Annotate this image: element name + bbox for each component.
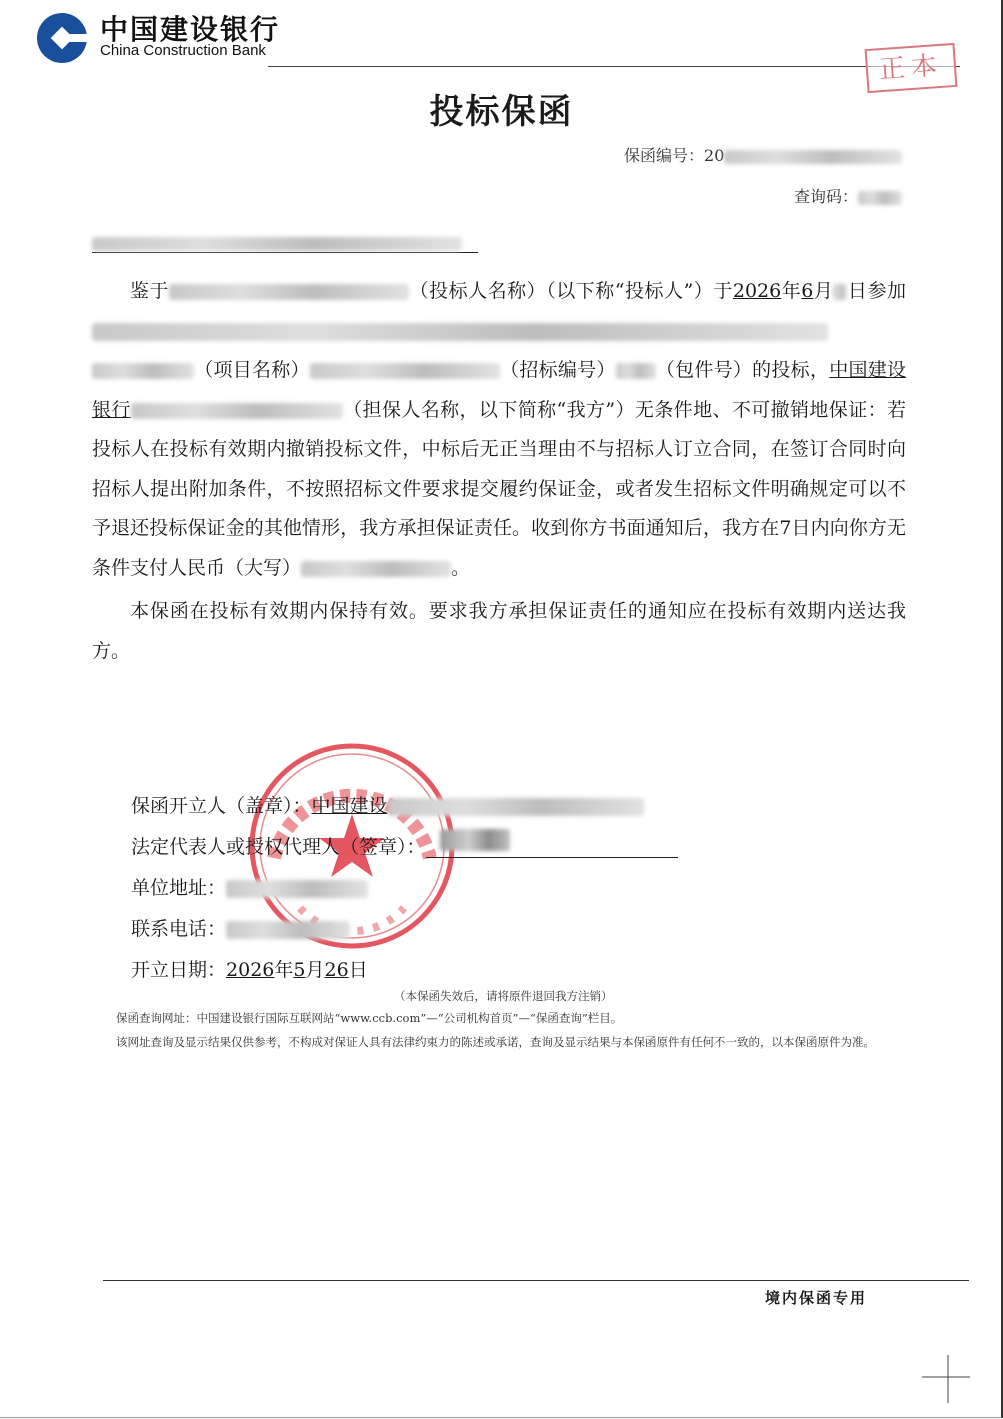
query-site-note: 保函查询网址：中国建设银行国际互联网站“www.ccb.com”—“公司机构首页”—“保函查询”栏目。 (116, 1011, 623, 1025)
beneficiary-line (92, 230, 478, 253)
redacted-issuer (388, 798, 644, 816)
signature-block (131, 786, 678, 991)
issuer-value: 中国建设 (311, 795, 388, 817)
header-rule (268, 66, 960, 67)
guarantee-body (92, 272, 906, 671)
redacted-phone (226, 921, 350, 939)
redacted-tender-number (310, 363, 500, 379)
body-paragraph-1: 鉴于 （投标人名称）（以下称“投标人”）于2026年6月 日参加（项目名称） （招标编号） （包件号）的投标，中国建设银行 （担保人名称，以下简称“我方”）无条件地、不可撤销地保证：若投标人在投标有效期内撤销投标文件，中标后无正当理由不与招标人订立合同，在签订合同时向招标人提出附加条件，不按照招标文件要求提交履约保证金，或者发生招标文件明确规定可以不予退还投标保证金的其他情形，我方承担保证责任。收到你方书面通知后，我方在7日内向你方无条件支付人民币（大写） 。 (92, 280, 906, 579)
redacted-project-name-2 (92, 363, 194, 379)
bank-name-cn: 中国建设银行 (100, 13, 281, 46)
crop-mark-icon (922, 1355, 970, 1403)
redacted-amount (301, 561, 451, 577)
guarantee-number (624, 143, 902, 166)
redacted-beneficiary (92, 237, 462, 251)
redacted-day (833, 284, 847, 300)
document-title: 投标保函 (429, 92, 574, 132)
ccb-logo-icon (36, 12, 88, 64)
guarantee-number-prefix: 20 (704, 146, 725, 165)
footer-rule (103, 1280, 969, 1281)
redacted-guarantor-branch (131, 403, 343, 419)
redacted-query-code (858, 191, 902, 205)
representative-line: 法定代表人或授权代理人（签章）： (131, 827, 678, 868)
redacted-address (226, 880, 368, 898)
query-code (794, 184, 902, 207)
bank-name-en: China Construction Bank (100, 42, 266, 59)
return-note: （本保函失效后，请将原件退回我方注销） (394, 989, 613, 1003)
redacted-signature (440, 829, 510, 851)
original-stamp: 正本 (865, 43, 958, 93)
redacted-package-number (616, 363, 656, 379)
query-code-label: 查询码： (794, 187, 859, 206)
address-line: 单位地址： (131, 868, 678, 909)
disclaimer-note: 该网址查询及显示结果仅供参考，不构成对保证人具有法律约束力的陈述或承诺，查询及显示结果与本保函原件有任何不一致的，以本保函原件为准。 (116, 1035, 875, 1049)
issue-date-line: 开立日期： 2026 年 5 月 26 日 (131, 959, 368, 981)
guarantee-number-label: 保函编号： (624, 146, 705, 165)
footer-label: 境内保函专用 (765, 1289, 868, 1307)
redacted-bidder-name (169, 284, 409, 300)
redacted-project-name-1 (92, 323, 828, 341)
representative-signature (426, 837, 678, 858)
redacted-guarantee-number (724, 150, 902, 164)
phone-line: 联系电话： (131, 909, 678, 950)
guarantor-name: 中国建设银行 (92, 359, 906, 421)
body-paragraph-2: 本保函在投标有效期内保持有效。要求我方承担保证责任的通知应在投标有效期内送达我方。 (92, 600, 906, 662)
issuer-line: 保函开立人（盖章）： 中国建设 (131, 786, 678, 827)
